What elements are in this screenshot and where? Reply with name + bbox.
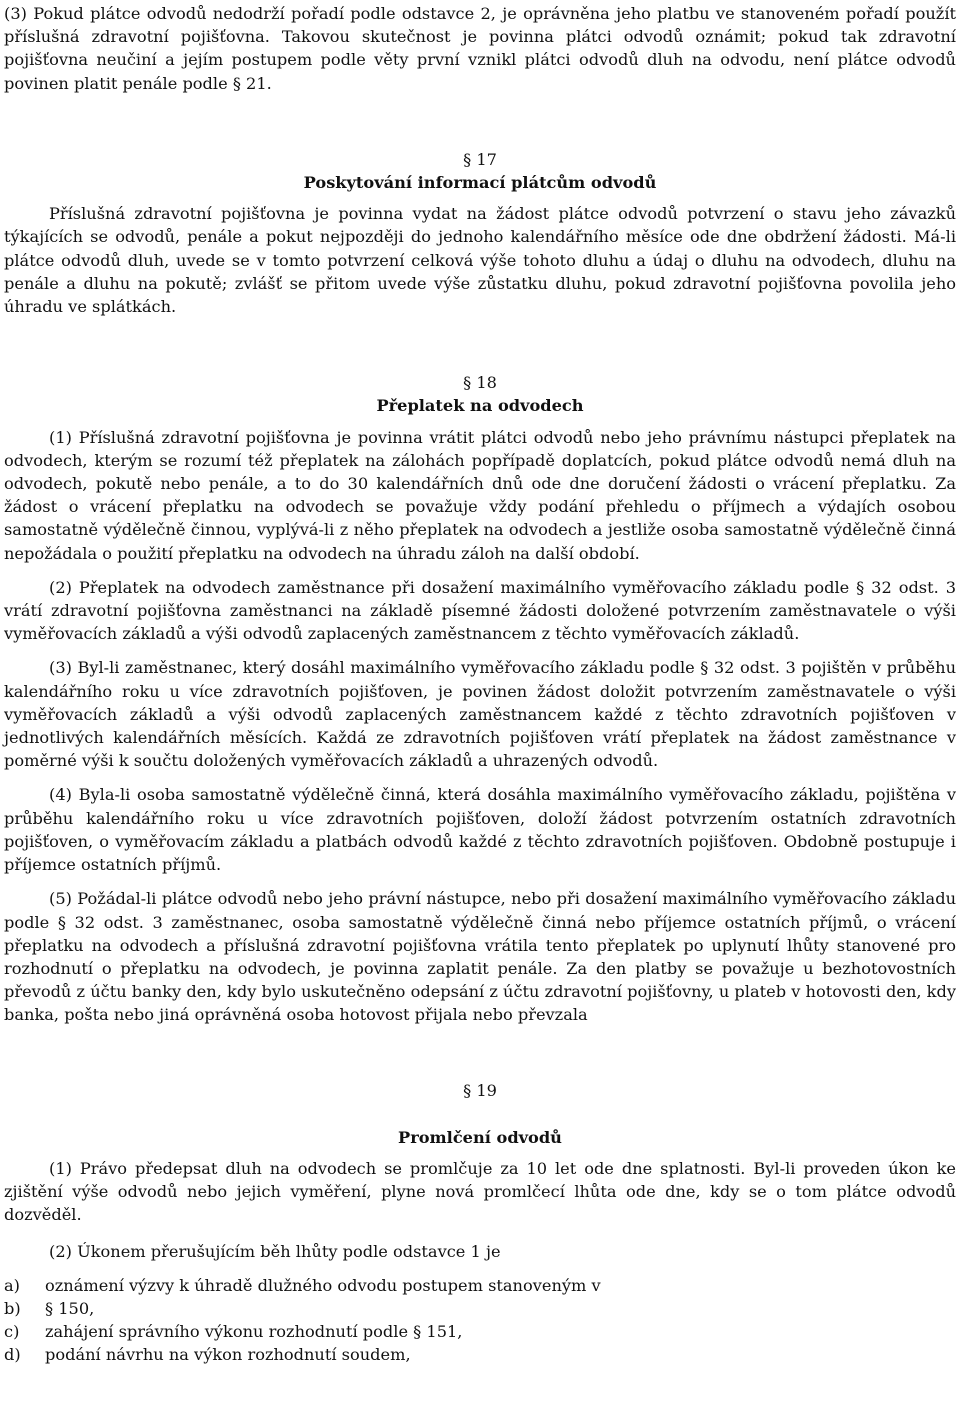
section-18-paragraph-3: (3) Byl-li zaměstnanec, který dosáhl maximálního vyměřovacího základu podle § 32 odst. 3 pojištěn v průběhu kalendářního roku u více zdravotních pojišťoven, je povinen žádost doložit potvrzením zaměstnavatele o výši vyměřovacích základů a výši odvodů zaplacených zaměstnancem každé z těchto zdravotních pojišťoven v jednotlivých kalendářních měsících. Každá ze zdravotních pojišťoven vrátí přeplatek na žádost zaměstnance v poměrné výši k součtu doložených vyměřovacích základů a uhrazených odvodů. — [4, 658, 956, 771]
list-item — [4, 1343, 956, 1366]
section-17-paragraph: Příslušná zdravotní pojišťovna je povinna vydat na žádost plátce odvodů potvrzení o stavu jeho závazků týkajících se odvodů, penále a pokut nejpozději do jednoho kalendářního měsíce ode dne obdržení žádosti. Má-li plátce odvodů dluh, uvede se v tomto potvrzení celková výše tohoto dluhu a údaj o dluhu na odvodech, dluhu na penále a dluhu na pokutě; zvlášť se přitom uvede výše zůstatku dluhu, pokud zdravotní pojišťovna povolila jeho úhradu ve splátkách. — [4, 204, 956, 317]
list-item-mark: c) — [4, 1322, 20, 1342]
list-item — [4, 1274, 956, 1297]
section-18-paragraph-2: (2) Přeplatek na odvodech zaměstnance při dosažení maximálního vyměřovacího základu podle § 32 odst. 3 vrátí zdravotní pojišťovna zaměstnanci na základě písemné žádosti doložené potvrzením zaměstnavatele o výši vyměřovacích základů a výši odvodů zaplacených zaměstnancem z těchto vyměřovacích základů. — [4, 577, 956, 644]
section-18 — [4, 371, 956, 1026]
list-item-text: zahájení správního výkonu rozhodnutí podle § 151, — [45, 1322, 463, 1342]
section-18-title: Přeplatek na odvodech — [376, 396, 584, 416]
list-item-text: podání návrhu na výkon rozhodnutí soudem, — [45, 1345, 411, 1365]
section-18-paragraph-1: (1) Příslušná zdravotní pojišťovna je povinna vrátit plátci odvodů nebo jeho právnímu nástupci přeplatek na odvodech, kterým se rozumí též přeplatek na zálohách popřípadě doplatcích, pokud plátce odvodů nemá dluh na odvodech, pokutě nebo penále, a to do 30 kalendářních dnů ode dne doručení žádosti o vrácení přeplatku. Za žádost o vrácení přeplatku na odvodech se považuje vždy podání přehledu o příjmech a výdajích osobou samostatně výdělečně činnou, vyplývá-li z něho přeplatek na odvodech a jestliže osoba samostatně výdělečně činná nepožádala o použití přeplatku na odvodech na úhradu záloh na další období. — [4, 427, 956, 563]
list-item-text: oznámení výzvy k úhradě dlužného odvodu postupem stanoveným v — [45, 1275, 601, 1295]
section-18-paragraph-4: (4) Byla-li osoba samostatně výdělečně činná, která dosáhla maximálního vyměřovacího základu, pojištěna v průběhu kalendářního roku u více zdravotních pojišťoven, doloží žádost potvrzením ostatních zdravotních pojišťoven, o vyměřovacím základu a platbách odvodů každé z těchto zdravotních pojišťoven. Obdobně postupuje i příjemce ostatních příjmů. — [4, 785, 956, 875]
list-item — [4, 1320, 956, 1343]
list-item-mark: b) — [4, 1298, 21, 1318]
interruption-acts-list — [4, 1274, 956, 1367]
list-item-text: § 150, — [45, 1298, 95, 1318]
document-page — [4, 2, 956, 1367]
section-19-paragraph-1: (1) Právo předepsat dluh na odvodech se promlčuje za 10 let ode dne splatnosti. Byl-li proveden úkon ke zjištění výše odvodů nebo jejich vyměření, plyne nová promlčecí lhůta ode dne, kdy se o tom plátce odvodů dozvěděl. — [4, 1158, 956, 1225]
list-item-mark: a) — [4, 1275, 20, 1295]
section-19-title: Promlčení odvodů — [398, 1127, 562, 1147]
section-18-number: § 18 — [463, 373, 497, 393]
section-19-number: § 19 — [463, 1080, 497, 1100]
section-19 — [4, 1079, 956, 1367]
section-18-paragraph-5: (5) Požádal-li plátce odvodů nebo jeho právní nástupce, nebo při dosažení maximálního vyměřovacího základu podle § 32 odst. 3 zaměstnanec, osoba samostatně výdělečně činná nebo příjemce ostatních příjmů, o vrácení přeplatku na odvodech a příslušná zdravotní pojišťovna vrátila tento přeplatek po uplynutí lhůty stanovené pro rozhodnutí o přeplatku na odvodech, je povinna zaplatit penále. Za den platby se považuje u bezhotovostních převodů z účtu banky den, kdy bylo uskutečněno odepsání z účtu zdravotní pojišťovny, u plateb v hotovosti den, kdy banka, pošta nebo jiná oprávněná osoba hotovost přijala nebo převzala — [4, 889, 956, 1025]
section-17-number: § 17 — [463, 149, 497, 169]
paragraph-3-penalty-order: (3) Pokud plátce odvodů nedodrží pořadí podle odstavce 2, je oprávněna jeho platbu ve stanoveném pořadí použít příslušná zdravotní pojišťovna. Takovou skutečnost je povinna plátci odvodů oznámit; pokud tak zdravotní pojišťovna neučiní a jejím postupem podle věty první vznikl plátci odvodů dluh na odvodu, není plátce odvodů povinen platit penále podle § 21. — [4, 4, 956, 93]
section-19-paragraph-2: (2) Úkonem přerušujícím běh lhůty podle odstavce 1 je — [49, 1241, 501, 1261]
section-17 — [4, 148, 956, 318]
section-17-title: Poskytování informací plátcům odvodů — [303, 173, 657, 193]
list-item — [4, 1297, 956, 1320]
list-item-mark: d) — [4, 1345, 21, 1365]
